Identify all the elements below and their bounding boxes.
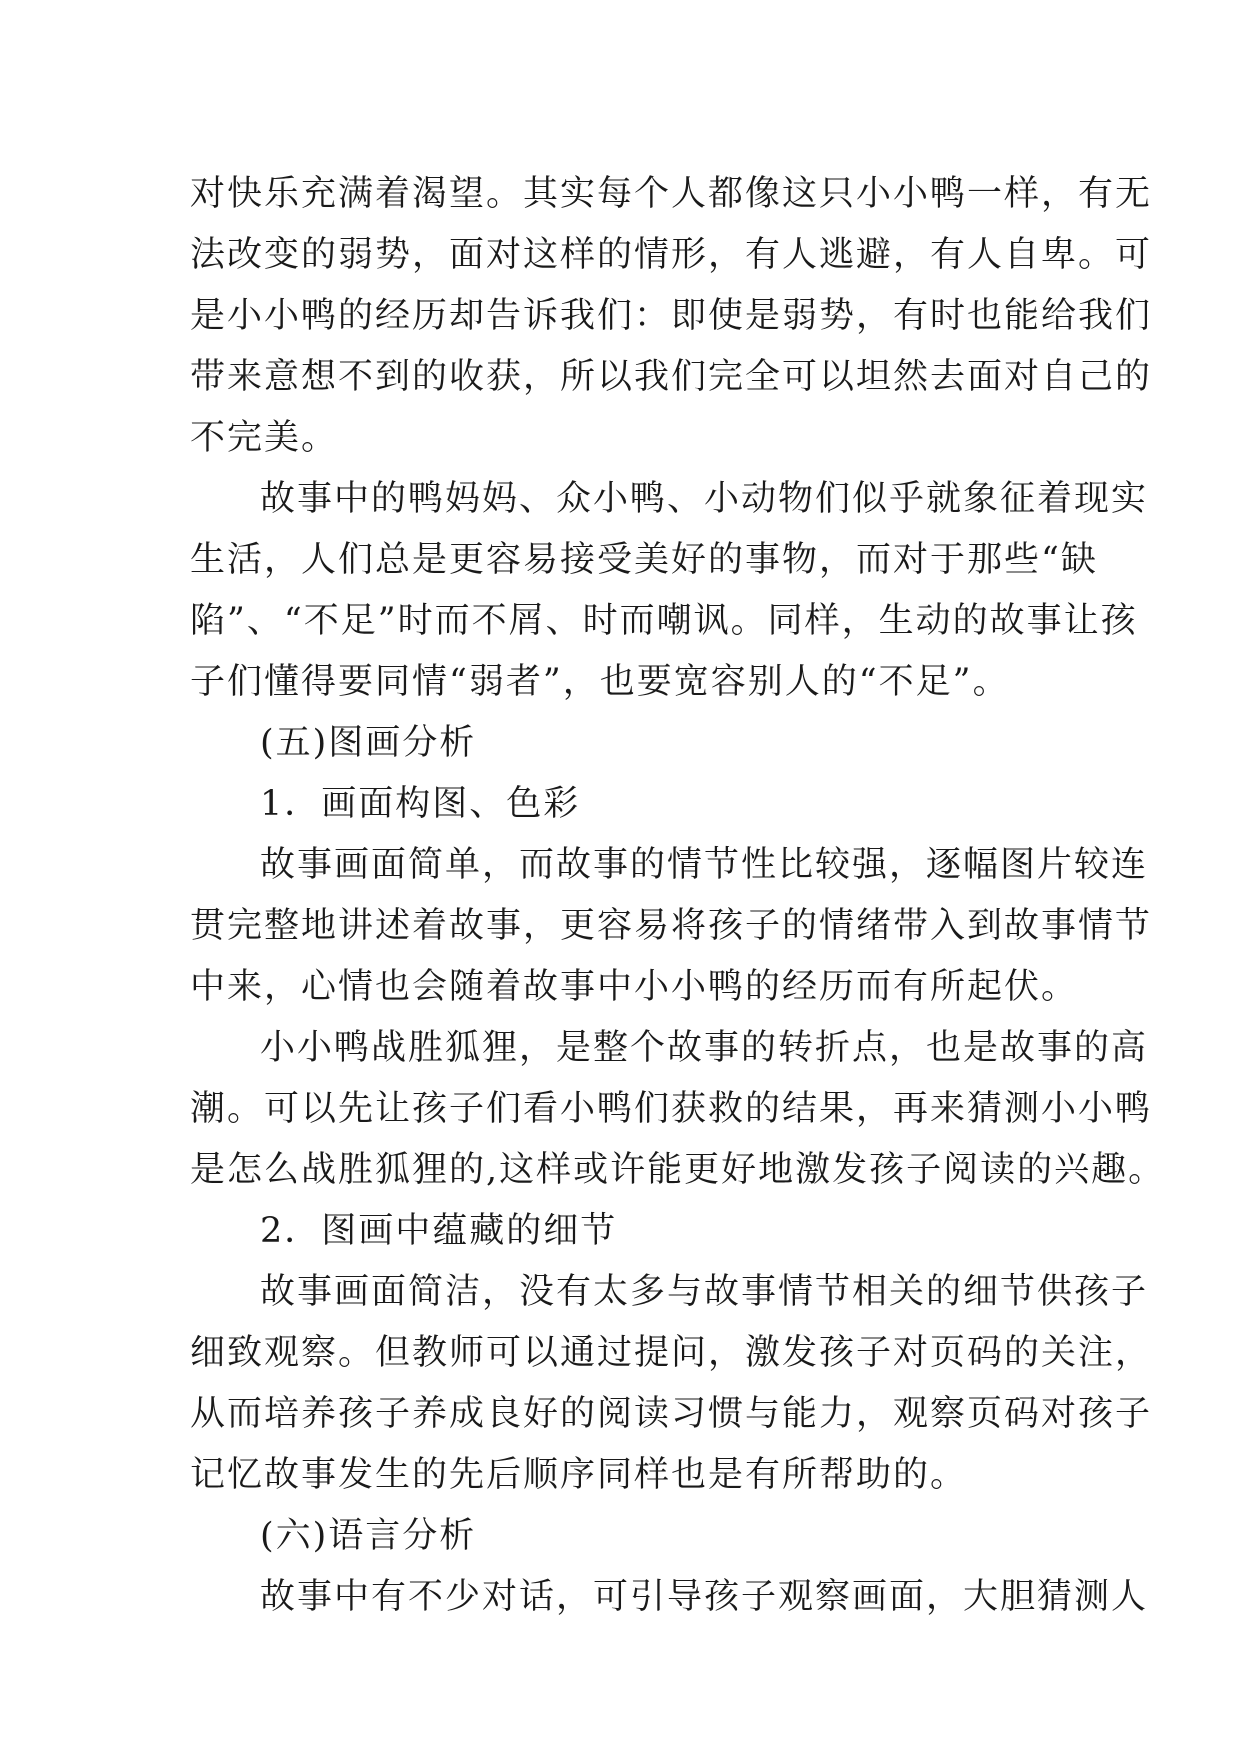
paragraph-start-line: 小小鸭战胜狐狸，是整个故事的转折点，也是故事的高 — [260, 1028, 1149, 1068]
text-line: 生活，人们总是更容易接受美好的事物，而对于那些“缺 — [190, 540, 1098, 580]
text-line: 对快乐充满着渴望。其实每个人都像这只小小鸭一样，有无 — [190, 174, 1153, 214]
text-line: 子们懂得要同情“弱者”，也要宽容别人的“不足”。 — [190, 662, 1010, 702]
body-text — [190, 164, 1166, 1628]
text-line: 中来，心情也会随着故事中小小鸭的经历而有所起伏。 — [190, 967, 1079, 1007]
text-line: 法改变的弱势，面对这样的情形，有人逃避，有人自卑。可 — [190, 235, 1153, 275]
section-heading: (五)图画分析 — [260, 723, 477, 763]
text-line: 是小小鸭的经历却告诉我们：即使是弱势，有时也能给我们 — [190, 296, 1153, 336]
subsection-heading: 1．画面构图、色彩 — [260, 784, 581, 824]
section-heading: (六)语言分析 — [260, 1516, 477, 1556]
paragraph-start-line: 故事中的鸭妈妈、众小鸭、小动物们似乎就象征着现实 — [260, 479, 1149, 519]
text-line: 陷”、“不足”时而不屑、时而嘲讽。同样，生动的故事让孩 — [190, 601, 1138, 641]
text-line: 不完美。 — [190, 418, 339, 458]
text-line: 从而培养孩子养成良好的阅读习惯与能力，观察页码对孩子 — [190, 1394, 1153, 1434]
text-line: 带来意想不到的收获，所以我们完全可以坦然去面对自己的 — [190, 357, 1153, 397]
text-line: 记忆故事发生的先后顺序同样也是有所帮助的。 — [190, 1455, 968, 1495]
text-line: 潮。可以先让孩子们看小鸭们获救的结果，再来猜测小小鸭 — [190, 1089, 1153, 1129]
paragraph-start-line: 故事中有不少对话，可引导孩子观察画面，大胆猜测人 — [260, 1577, 1149, 1617]
text-line: 贯完整地讲述着故事，更容易将孩子的情绪带入到故事情节 — [190, 906, 1153, 946]
paragraph-start-line: 故事画面简单，而故事的情节性比较强，逐幅图片较连 — [260, 845, 1149, 885]
paragraph-start-line: 故事画面简洁，没有太多与故事情节相关的细节供孩子 — [260, 1272, 1149, 1312]
text-line: 是怎么战胜狐狸的,这样或许能更好地激发孩子阅读的兴趣。 — [190, 1150, 1166, 1190]
subsection-heading: 2．图画中蕴藏的细节 — [260, 1211, 618, 1251]
text-line: 细致观察。但教师可以通过提问，激发孩子对页码的关注， — [190, 1333, 1153, 1373]
